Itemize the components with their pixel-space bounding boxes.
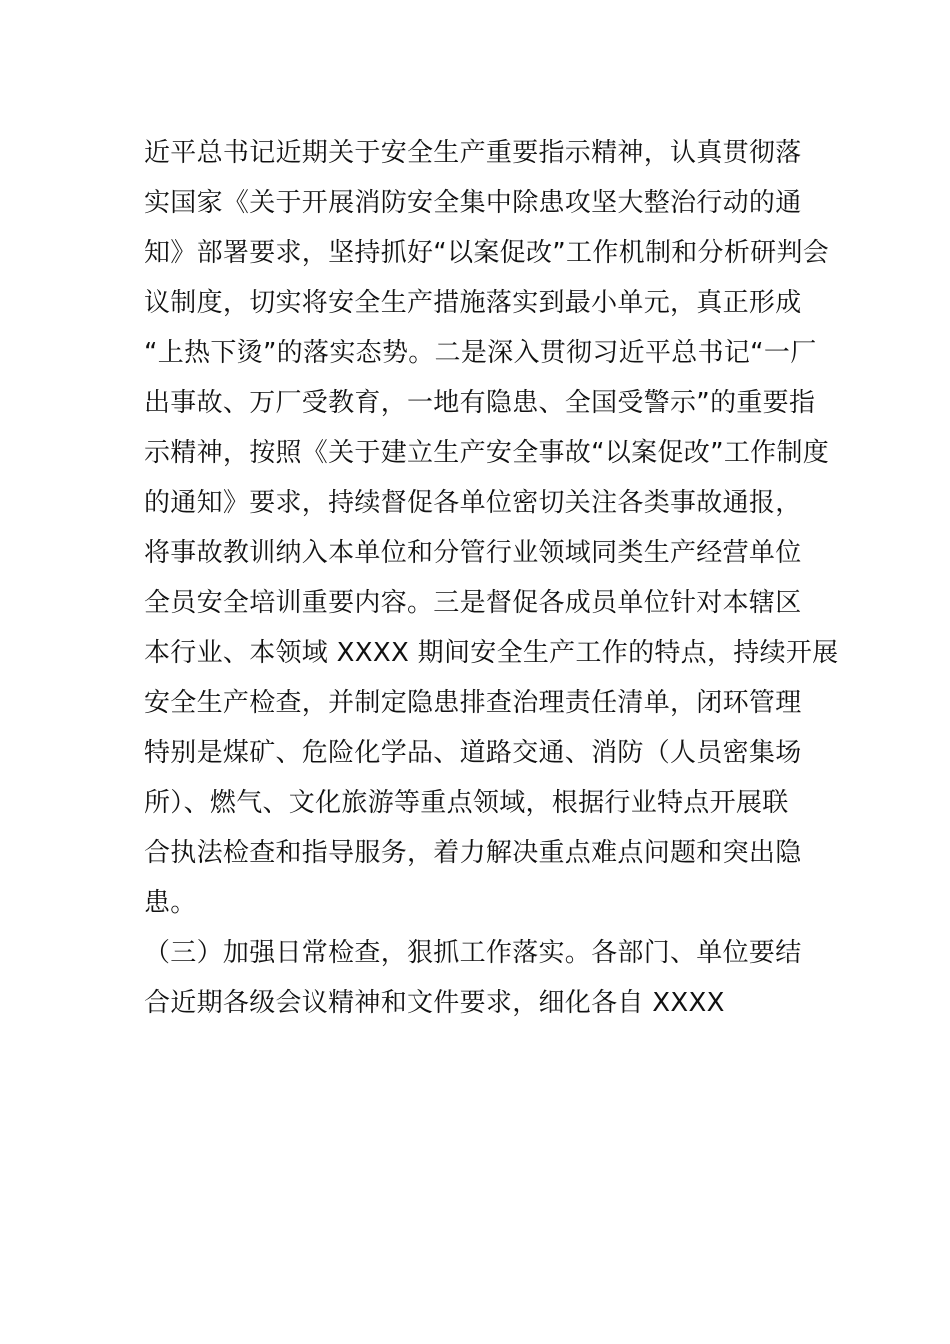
text-line: 知》部署要求，坚持抓好“以案促改”工作机制和分析研判会 xyxy=(144,238,830,268)
text-line: 示精神，按照《关于建立生产安全事故“以案促改”工作制度 xyxy=(144,438,830,468)
text-line: 议制度，切实将安全生产措施落实到最小单元，真正形成 xyxy=(144,288,802,318)
text-line: 患。 xyxy=(144,888,197,918)
text-line: 本行业、本领域 XXXX 期间安全生产工作的特点，持续开展 xyxy=(144,638,839,668)
text-line: 实国家《关于开展消防安全集中除患攻坚大整治行动的通 xyxy=(144,188,802,218)
section-heading-line: （三）加强日常检查，狠抓工作落实。各部门、单位要结 xyxy=(144,938,802,968)
text-line: 的通知》要求，持续督促各单位密切关注各类事故通报， xyxy=(144,488,802,518)
text-line: “上热下烫”的落实态势。二是深入贯彻习近平总书记“一厂 xyxy=(144,338,817,368)
text-line: 合近期各级会议精神和文件要求，细化各自 XXXX xyxy=(144,988,725,1018)
text-line: 全员安全培训重要内容。三是督促各成员单位针对本辖区 xyxy=(144,588,802,618)
text-line: 特别是煤矿、危险化学品、道路交通、消防（人员密集场 xyxy=(144,738,802,768)
text-line: 合执法检查和指导服务，着力解决重点难点问题和突出隐 xyxy=(144,838,802,868)
text-line: 安全生产检查，并制定隐患排查治理责任清单，闭环管理 xyxy=(144,688,802,718)
text-line: 近平总书记近期关于安全生产重要指示精神，认真贯彻落 xyxy=(144,138,802,168)
body-text xyxy=(144,128,839,1028)
text-line: 将事故教训纳入本单位和分管行业领域同类生产经营单位 xyxy=(144,538,802,568)
text-line: 所）、燃气、文化旅游等重点领域，根据行业特点开展联 xyxy=(144,788,789,818)
text-line: 出事故、万厂受教育，一地有隐患、全国受警示”的重要指 xyxy=(144,388,816,418)
